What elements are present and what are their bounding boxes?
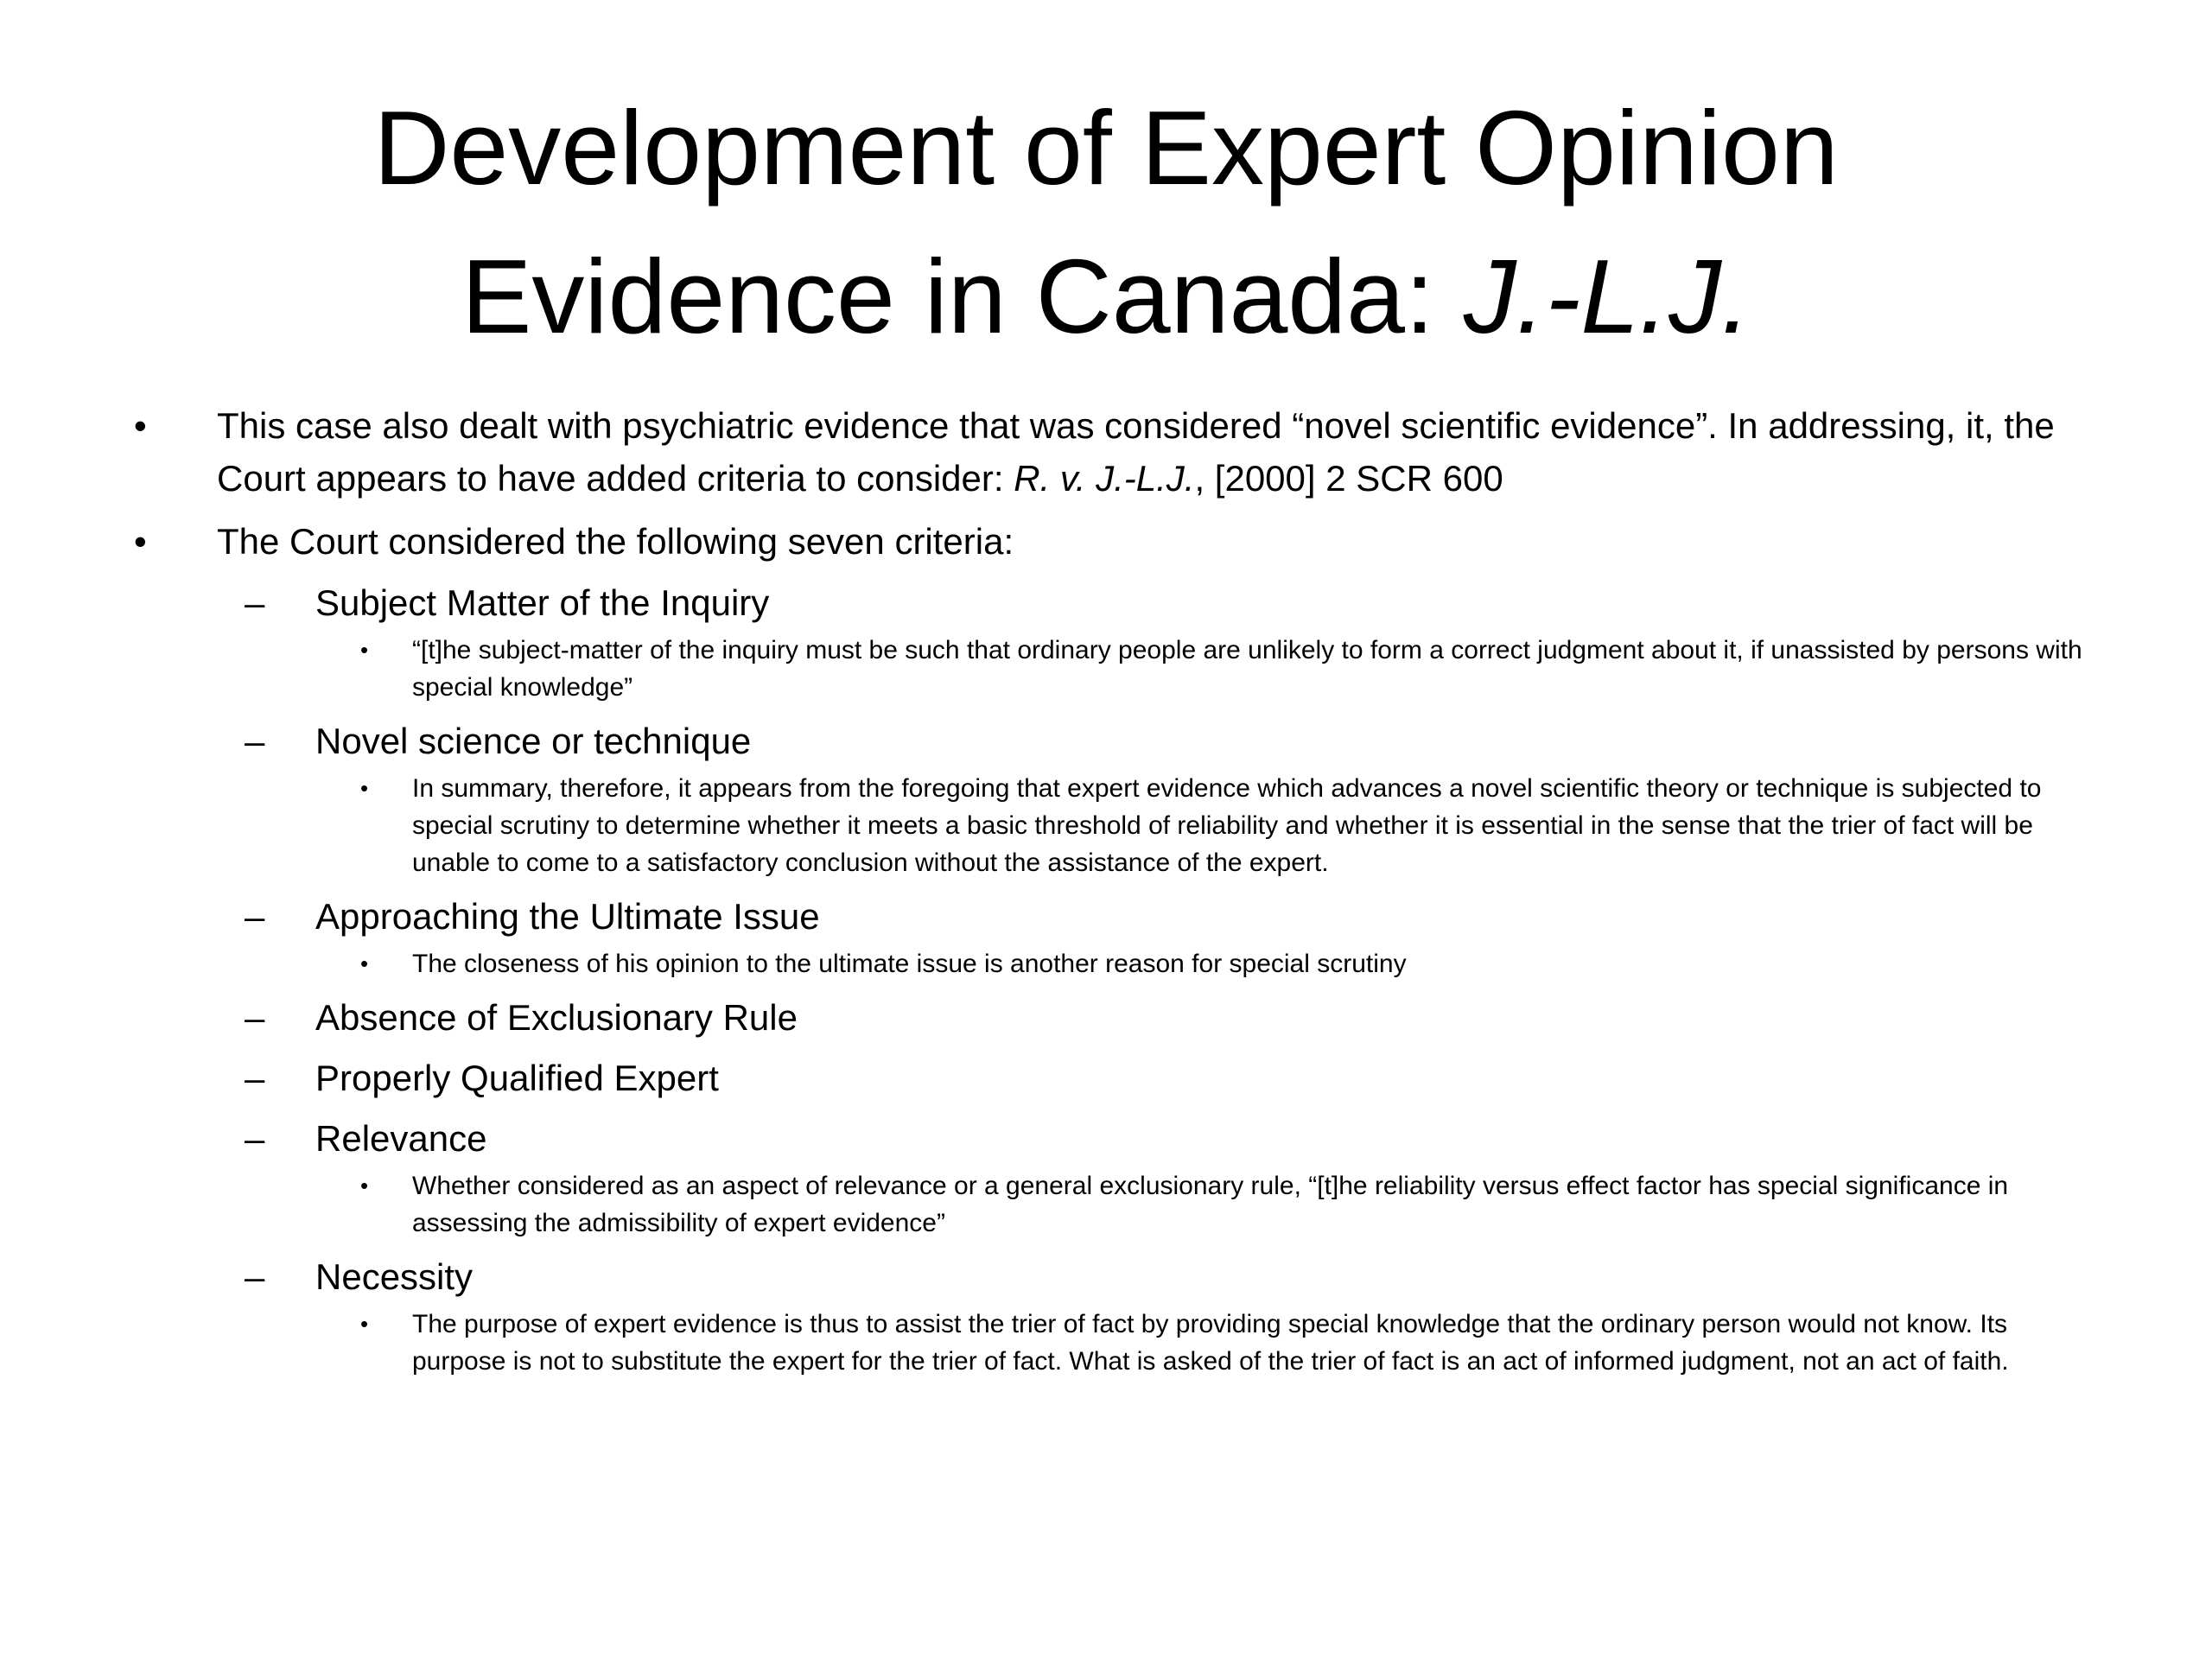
criterion-label: Properly Qualified Expert bbox=[315, 1058, 719, 1098]
slide-title bbox=[173, 73, 2039, 371]
criterion-label: Absence of Exclusionary Rule bbox=[315, 997, 798, 1038]
dash-marker: – bbox=[245, 1058, 265, 1098]
dash-marker: – bbox=[245, 896, 265, 937]
dash-marker: – bbox=[245, 582, 265, 623]
criterion-detail-text: The closeness of his opinion to the ultimate issue is another reason for special scrutiny bbox=[412, 950, 1407, 978]
bullet-marker: • bbox=[134, 521, 147, 562]
criterion-detail-text: The purpose of expert evidence is thus to assist the trier of fact by providing special knowledge that the ordinary person would not know. Its purpose is not to substitute the expert for the trier of fact. What is asked of the trier of fact is an act of informed judgment, not an act of faith. bbox=[412, 1310, 2009, 1376]
criterion-detail-text: “[t]he subject-matter of the inquiry must be such that ordinary people are unlikely to form a correct judgment about it, if unassisted by persons with special knowledge” bbox=[412, 636, 2082, 702]
criterion-label: Approaching the Ultimate Issue bbox=[315, 896, 820, 937]
criterion-detail-text: Whether considered as an aspect of relevance or a general exclusionary rule, “[t]he reliability versus effect factor has special significance in assessing the admissibility of expert evidence” bbox=[412, 1172, 2009, 1237]
bullet-marker: • bbox=[360, 775, 369, 801]
bullet-text: This case also dealt with psychiatric evidence that was considered “novel scientific evidence”. In addressing, it, the Court appears to have added criteria to consider: bbox=[217, 405, 2055, 499]
title-line-2 bbox=[173, 222, 2039, 371]
dash-marker: – bbox=[245, 721, 265, 761]
bullet-marker: • bbox=[360, 950, 369, 976]
bullet-text: The Court considered the following seven criteria: bbox=[217, 521, 1014, 562]
criterion-novel-science bbox=[134, 716, 2121, 766]
title-line-2-text: Evidence in Canada: bbox=[461, 238, 1464, 355]
dash-marker: – bbox=[245, 1118, 265, 1159]
title-line-1: Development of Expert Opinion bbox=[373, 89, 1839, 207]
criterion-detail-subject-matter bbox=[134, 632, 2121, 706]
bullet-item-case-description bbox=[134, 399, 2121, 505]
slide-body bbox=[134, 399, 2121, 1385]
criterion-ultimate-issue bbox=[134, 892, 2121, 942]
criterion-detail-text: In summary, therefore, it appears from the foregoing that expert evidence which advances a novel scientific theory or technique is subjected to special scrutiny to determine whether it meets a basic threshold of reliability and whether it is essential in the sense that the trier of fact will be unable to come to a satisfactory conclusion without the assistance of the expert. bbox=[412, 774, 2042, 877]
criterion-label: Subject Matter of the Inquiry bbox=[315, 582, 770, 623]
criterion-necessity bbox=[134, 1252, 2121, 1302]
criterion-label: Relevance bbox=[315, 1118, 487, 1159]
case-citation-reference: , [2000] 2 SCR 600 bbox=[1194, 458, 1503, 499]
bullet-item-seven-criteria bbox=[134, 515, 2121, 568]
criterion-detail-ultimate-issue bbox=[134, 945, 2121, 982]
bullet-marker: • bbox=[360, 1173, 369, 1198]
title-case-name: J.-L.J. bbox=[1463, 238, 1751, 355]
criterion-relevance bbox=[134, 1114, 2121, 1164]
bullet-marker: • bbox=[134, 405, 147, 446]
case-citation-name: R. v. J.-L.J. bbox=[1014, 458, 1195, 499]
criterion-exclusionary-rule bbox=[134, 993, 2121, 1043]
criterion-subject-matter bbox=[134, 578, 2121, 628]
dash-marker: – bbox=[245, 1256, 265, 1297]
criterion-detail-necessity bbox=[134, 1306, 2121, 1380]
criterion-label: Necessity bbox=[315, 1256, 474, 1297]
dash-marker: – bbox=[245, 997, 265, 1038]
criterion-label: Novel science or technique bbox=[315, 721, 752, 761]
bullet-marker: • bbox=[360, 1311, 369, 1337]
criterion-detail-novel-science bbox=[134, 770, 2121, 881]
bullet-marker: • bbox=[360, 637, 369, 663]
criterion-qualified-expert bbox=[134, 1053, 2121, 1103]
criterion-detail-relevance bbox=[134, 1167, 2121, 1242]
